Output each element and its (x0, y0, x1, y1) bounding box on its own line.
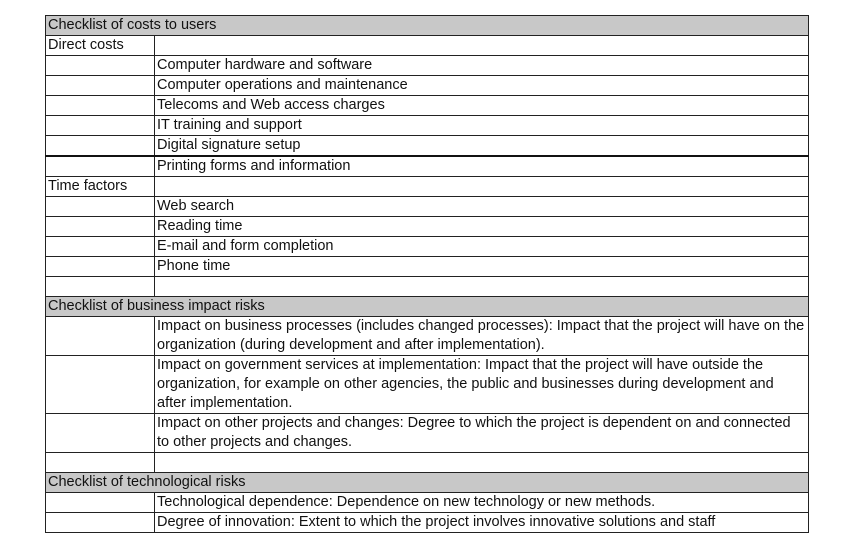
table-row (46, 197, 809, 217)
empty-cell[interactable] (155, 177, 809, 197)
section-header-tech (46, 473, 809, 493)
empty-cell[interactable] (155, 36, 809, 56)
checklist-table (45, 15, 809, 533)
time-item-cell[interactable]: Reading time (155, 217, 809, 237)
table-row (46, 493, 809, 513)
risk-item-cell[interactable]: Impact on government services at implementation: Impact that the project will have outside the organization, for example on other agencies, the public and businesses during development and after implementation. (155, 356, 809, 414)
table-row (46, 237, 809, 257)
empty-cell[interactable] (46, 197, 155, 217)
table-row (46, 513, 809, 533)
table-row (46, 156, 809, 177)
empty-cell[interactable] (46, 76, 155, 96)
empty-cell[interactable] (46, 493, 155, 513)
table-row (46, 356, 809, 414)
cost-item-cell[interactable]: Digital signature setup (155, 136, 809, 157)
risk-item-cell[interactable]: Technological dependence: Dependence on new technology or new methods. (155, 493, 809, 513)
empty-cell[interactable] (46, 257, 155, 277)
empty-cell[interactable] (46, 414, 155, 453)
table-row (46, 177, 809, 197)
empty-cell[interactable] (46, 217, 155, 237)
table-row (46, 453, 809, 473)
table-row (46, 257, 809, 277)
time-item-cell[interactable]: Phone time (155, 257, 809, 277)
empty-cell[interactable] (46, 317, 155, 356)
section-header-costs (46, 16, 809, 36)
cost-item-cell[interactable]: Telecoms and Web access charges (155, 96, 809, 116)
cost-item-cell[interactable]: Computer hardware and software (155, 56, 809, 76)
table-row (46, 36, 809, 56)
table-row (46, 56, 809, 76)
cost-item-cell[interactable]: Computer operations and maintenance (155, 76, 809, 96)
table-row (46, 76, 809, 96)
table-row (46, 136, 809, 157)
empty-cell[interactable] (155, 453, 809, 473)
cost-item-cell[interactable]: IT training and support (155, 116, 809, 136)
table-row (46, 217, 809, 237)
empty-cell[interactable] (46, 56, 155, 76)
empty-cell[interactable] (46, 277, 155, 297)
empty-cell[interactable] (46, 96, 155, 116)
cost-item-cell[interactable]: Printing forms and information (155, 156, 809, 177)
empty-cell[interactable] (46, 513, 155, 533)
section-title-tech[interactable]: Checklist of technological risks (46, 473, 809, 493)
table-row (46, 414, 809, 453)
risk-item-cell[interactable]: Impact on business processes (includes changed processes): Impact that the project will have on the organization (during development and after implementation). (155, 317, 809, 356)
table-row (46, 96, 809, 116)
empty-cell[interactable] (46, 136, 155, 157)
table-row (46, 317, 809, 356)
category-cell-time-factors[interactable]: Time factors (46, 177, 155, 197)
empty-cell[interactable] (46, 116, 155, 136)
empty-cell[interactable] (46, 156, 155, 177)
time-item-cell[interactable]: E-mail and form completion (155, 237, 809, 257)
empty-cell[interactable] (155, 277, 809, 297)
section-title-costs[interactable]: Checklist of costs to users (46, 16, 809, 36)
table-row (46, 116, 809, 136)
table-row (46, 277, 809, 297)
empty-cell[interactable] (46, 237, 155, 257)
risk-item-cell[interactable]: Impact on other projects and changes: Degree to which the project is dependent on and connected to other projects and changes. (155, 414, 809, 453)
time-item-cell[interactable]: Web search (155, 197, 809, 217)
risk-item-cell[interactable]: Degree of innovation: Extent to which the project involves innovative solutions and staff (155, 513, 809, 533)
section-header-business (46, 297, 809, 317)
section-title-business[interactable]: Checklist of business impact risks (46, 297, 809, 317)
category-cell-direct-costs[interactable]: Direct costs (46, 36, 155, 56)
empty-cell[interactable] (46, 356, 155, 414)
empty-cell[interactable] (46, 453, 155, 473)
